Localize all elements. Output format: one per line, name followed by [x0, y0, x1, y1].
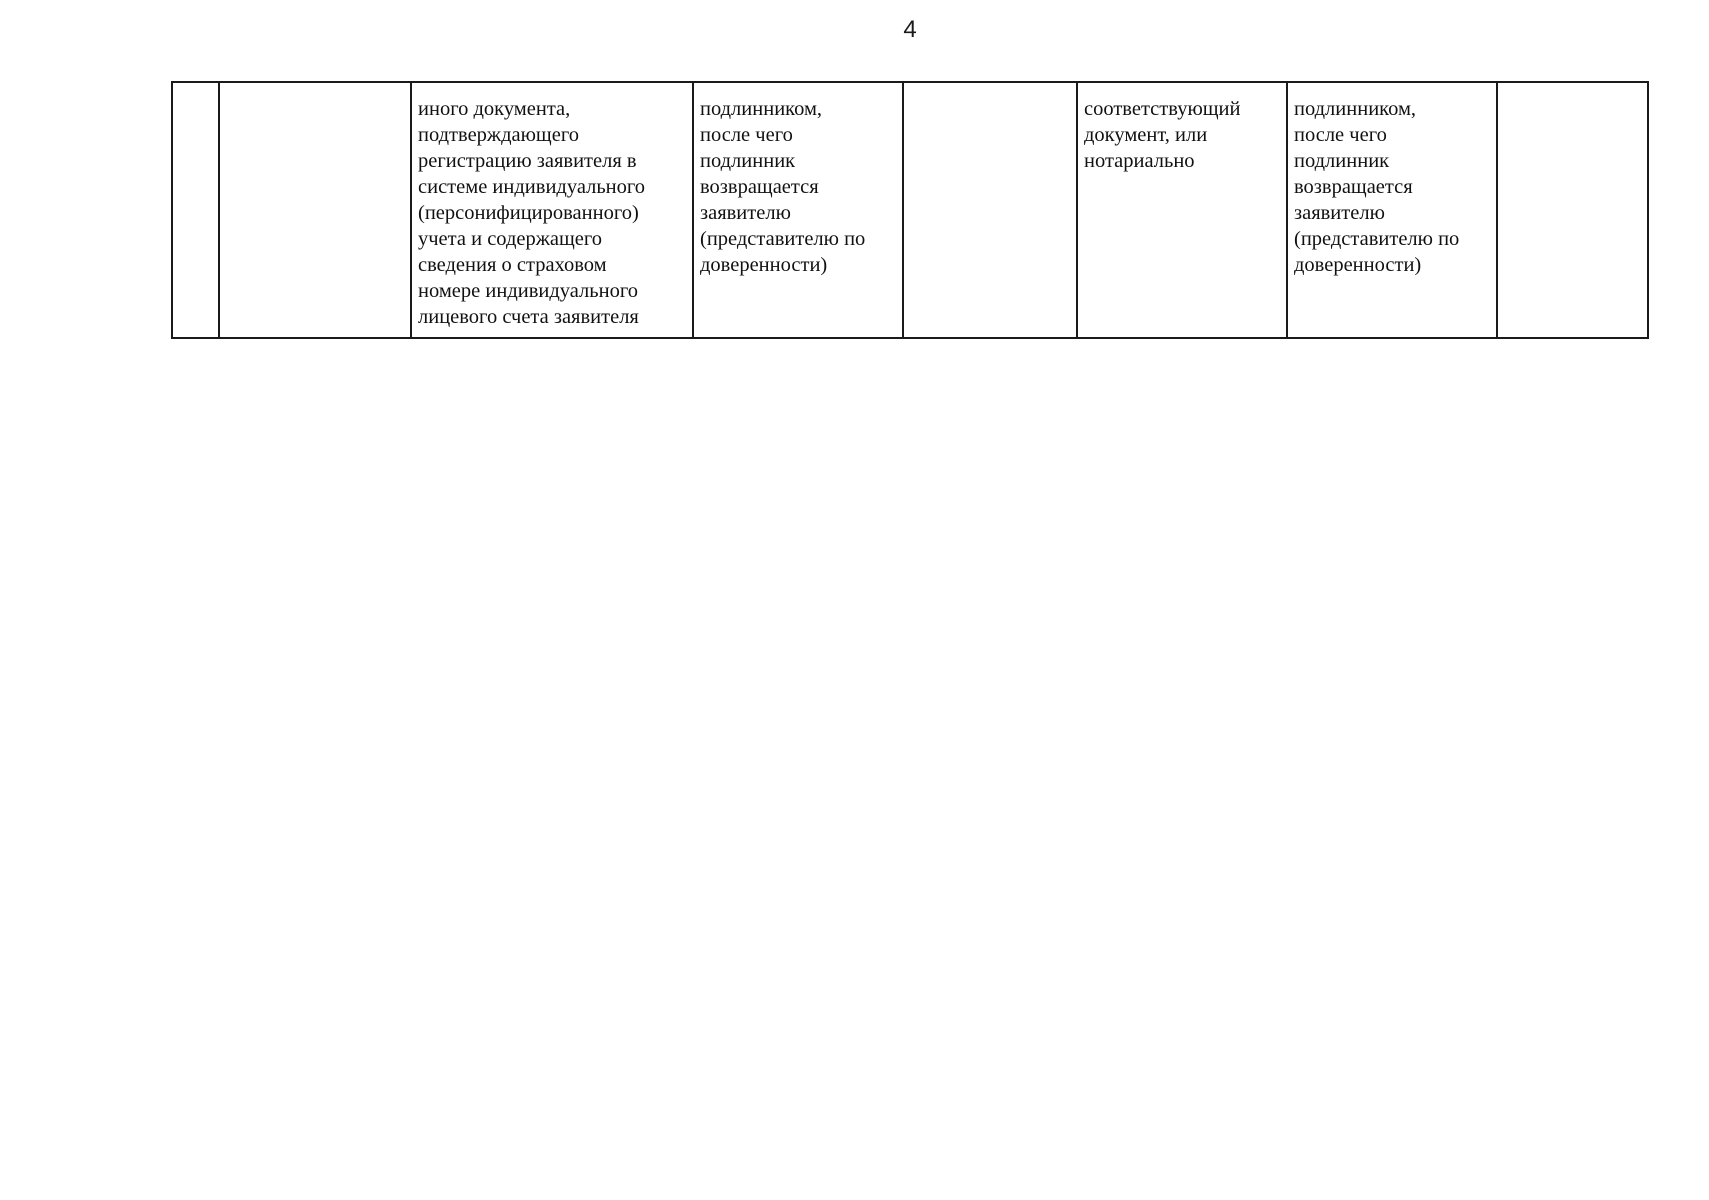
table-cell-col-5: [903, 82, 1077, 338]
document-table: [171, 81, 1649, 339]
table-cell-col-7: подлинником, после чего подлинник возвращается заявителю (представителю по доверенности): [1287, 82, 1497, 338]
table-cell-col-4: подлинником, после чего подлинник возвращается заявителю (представителю по доверенности): [693, 82, 903, 338]
table-cell-col-8: [1497, 82, 1648, 338]
table-cell-col-6: соответствующий документ, или нотариально: [1077, 82, 1287, 338]
table-cell-col-3: иного документа, подтверждающего регистрацию заявителя в системе индивидуального (персонифицированного) учета и содержащего сведения о страховом номере индивидуального лицевого счета заявителя: [411, 82, 693, 338]
table-cell-col-1: [172, 82, 219, 338]
page-number: 4: [903, 16, 917, 43]
table-row: [172, 82, 1648, 338]
table-cell-col-2: [219, 82, 411, 338]
